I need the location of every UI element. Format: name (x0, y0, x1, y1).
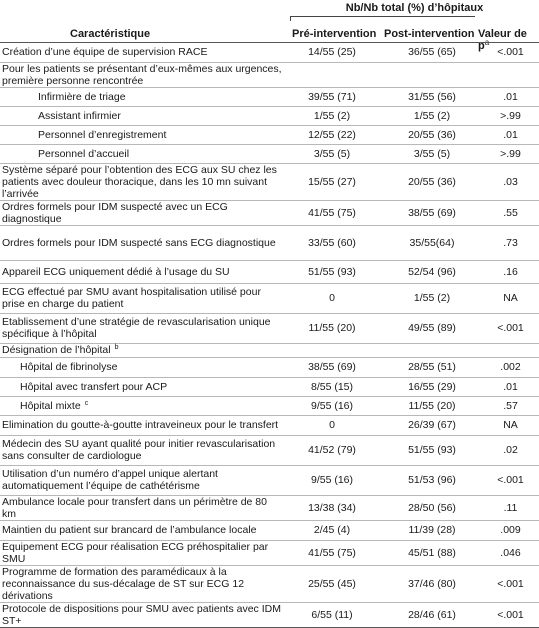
value-p: >.99 (482, 106, 539, 125)
row-label: Création d’une équipe de supervision RACE (0, 43, 282, 62)
table-row (0, 540, 539, 565)
value-p: .11 (482, 495, 539, 520)
value-pre: 41/55 (75) (282, 540, 382, 565)
data-table (0, 43, 539, 628)
row-label: Programme de formation des paramédicaux à la reconnaissance du sus-décalage de ST sur ECG 12 dérivations (0, 565, 282, 602)
value-post: 20/55 (36) (382, 163, 482, 200)
value-pre: 0 (282, 283, 382, 313)
value-pre: 8/55 (15) (282, 377, 382, 396)
footnote-marker: c (84, 399, 89, 407)
table-row (0, 283, 539, 313)
value-p: .55 (482, 200, 539, 225)
value-post: 31/55 (56) (382, 87, 482, 106)
value-post: 3/55 (5) (382, 144, 482, 163)
value-p: <.001 (482, 465, 539, 495)
value-pre: 39/55 (71) (282, 87, 382, 106)
value-p (482, 62, 539, 87)
value-post: 26/39 (67) (382, 415, 482, 435)
table-row (0, 357, 539, 377)
value-p: .01 (482, 87, 539, 106)
table-row (0, 106, 539, 125)
value-p: .01 (482, 377, 539, 396)
value-p: NA (482, 415, 539, 435)
table-row (0, 163, 539, 200)
value-pre: 38/55 (69) (282, 357, 382, 377)
value-post: 51/55 (93) (382, 435, 482, 465)
value-post: 51/53 (96) (382, 465, 482, 495)
value-p: >.99 (482, 144, 539, 163)
row-label: Pour les patients se présentant d’eux-mêmes aux urgences, première personne rencontrée (2, 62, 282, 87)
value-p: .03 (482, 163, 539, 200)
table-row (0, 520, 539, 540)
table-row (0, 144, 539, 163)
value-pre: 15/55 (27) (282, 163, 382, 200)
table-row (0, 565, 539, 602)
value-post: 35/55(64) (382, 225, 482, 260)
header-post: Post-intervention (384, 28, 475, 40)
value-p: .02 (482, 435, 539, 465)
value-post: 16/55 (29) (382, 377, 482, 396)
table-row (0, 62, 539, 87)
value-post: 37/46 (80) (382, 565, 482, 602)
value-post: 49/55 (89) (382, 313, 482, 343)
value-p: .009 (482, 520, 539, 540)
value-post: 1/55 (2) (382, 283, 482, 313)
footnote-marker: b (114, 344, 119, 351)
table-row (0, 396, 539, 415)
table-row (0, 377, 539, 396)
value-post: 45/51 (88) (382, 540, 482, 565)
row-label: Etablissement d’une stratégie de revascularisation unique spécifique à l’hôpital (0, 313, 282, 343)
value-pre: 51/55 (93) (282, 260, 382, 283)
header-characteristic: Caractéristique (70, 28, 151, 40)
value-pre: 41/52 (79) (282, 435, 382, 465)
row-label: Utilisation d’un numéro d’appel unique alertant automatiquement l’équipe de cathétérisme (0, 465, 282, 495)
header-pre: Pré-intervention (292, 28, 377, 40)
value-post (382, 343, 482, 357)
value-pre: 13/38 (34) (282, 495, 382, 520)
row-label: Hôpital mixte $^c$ (0, 396, 282, 415)
value-pre: 6/55 (11) (282, 602, 382, 627)
value-pre: 11/55 (20) (282, 313, 382, 343)
table-row (0, 313, 539, 343)
value-pre (282, 343, 382, 357)
value-p: <.001 (482, 565, 539, 602)
value-post (382, 62, 482, 87)
table-row (0, 200, 539, 225)
table-row (0, 495, 539, 520)
value-pre: 3/55 (5) (282, 144, 382, 163)
value-pre: 9/55 (16) (282, 396, 382, 415)
table-row (0, 260, 539, 283)
value-post: 28/55 (51) (382, 357, 482, 377)
row-label: Personnel d’accueil (0, 144, 282, 163)
row-label: Ordres formels pour IDM suspecté sans ECG diagnostique (0, 225, 282, 260)
value-post: 20/55 (36) (382, 125, 482, 144)
table-row (0, 87, 539, 106)
value-pre: 0 (282, 415, 382, 435)
value-p: <.001 (482, 43, 539, 62)
value-pre: 2/45 (4) (282, 520, 382, 540)
value-pre: 1/55 (2) (282, 106, 382, 125)
table-row (0, 415, 539, 435)
table-row (0, 465, 539, 495)
row-label: Protocole de dispositions pour SMU avec patients avec IDM ST+ (2, 602, 281, 627)
row-label: Médecin des SU ayant qualité pour initier revascularisation sans consulter de cardiologue (0, 435, 282, 465)
value-pre: 9/55 (16) (282, 465, 382, 495)
column-headers (0, 28, 539, 52)
value-post: 52/54 (96) (382, 260, 482, 283)
value-p: .01 (482, 125, 539, 144)
value-post: 36/55 (65) (382, 43, 482, 62)
row-label: Désignation de l’hôpital $^b$ (0, 343, 282, 357)
row-label: Maintien du patient sur brancard de l’ambulance locale (0, 520, 282, 540)
row-label: Equipement ECG pour réalisation ECG préhospitalier par SMU (0, 540, 282, 565)
table-row (0, 43, 539, 62)
value-post: 38/55 (69) (382, 200, 482, 225)
header-p: Valeur de $p^a$ (478, 28, 527, 52)
value-pre: 33/55 (60) (282, 225, 382, 260)
value-post: 11/55 (20) (382, 396, 482, 415)
row-label: Elimination du goutte-à-goutte intraveineux pour le transfert (0, 415, 282, 435)
row-label: ECG effectué par SMU avant hospitalisation utilisé pour prise en charge du patient (0, 283, 282, 313)
row-label: Ambulance locale pour transfert dans un périmètre de 80 km (0, 495, 282, 520)
value-p: <.001 (482, 602, 539, 627)
row-label: Système séparé pour l’obtention des ECG aux SU chez les patients avec douleur thoracique, dans les 10 mn suivant l’arrivée (0, 163, 282, 200)
table-row (0, 602, 539, 627)
row-label: Assistant infirmier (0, 106, 282, 125)
row-label: Ordres formels pour IDM suspecté avec un ECG diagnostique (0, 200, 282, 225)
row-label: Appareil ECG uniquement dédié à l’usage du SU (0, 260, 282, 283)
row-label: Infirmière de triage (0, 87, 282, 106)
value-p: .57 (482, 396, 539, 415)
value-pre: 12/55 (22) (282, 125, 382, 144)
table-row (0, 343, 539, 357)
value-p: .16 (482, 260, 539, 283)
row-label: Personnel d’enregistrement (0, 125, 282, 144)
value-p: .002 (482, 357, 539, 377)
value-pre: 25/55 (45) (282, 565, 382, 602)
value-post: 28/46 (61) (382, 602, 482, 627)
value-post: 28/50 (56) (382, 495, 482, 520)
value-pre (282, 62, 382, 87)
value-p (482, 343, 539, 357)
group-header-rule (290, 16, 475, 17)
value-pre: 41/55 (75) (282, 200, 382, 225)
table-row (0, 225, 539, 260)
value-pre: 14/55 (25) (282, 43, 382, 62)
value-post: 11/39 (28) (382, 520, 482, 540)
value-p: NA (482, 283, 539, 313)
value-p: <.001 (482, 313, 539, 343)
table-row (0, 125, 539, 144)
row-label: Hôpital de fibrinolyse (0, 357, 282, 377)
group-header-tick (290, 16, 291, 21)
value-post: 1/55 (2) (382, 106, 482, 125)
value-p: .73 (482, 225, 539, 260)
row-label: Hôpital avec transfert pour ACP (0, 377, 282, 396)
value-p: .046 (482, 540, 539, 565)
group-header: Nb/Nb total (%) d’hôpitaux (345, 2, 484, 14)
table-row (0, 435, 539, 465)
